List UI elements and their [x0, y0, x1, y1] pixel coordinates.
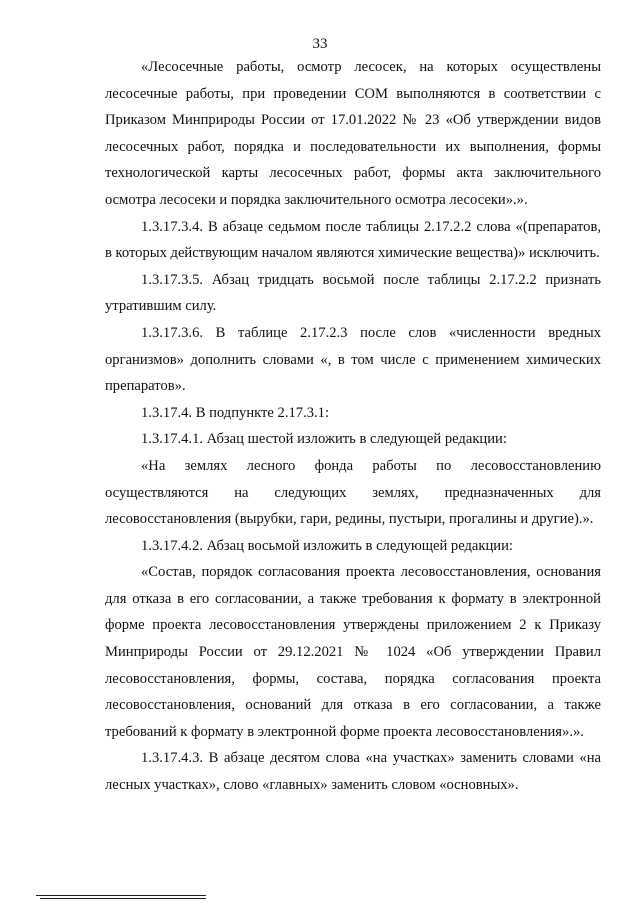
paragraph: «На землях лесного фонда работы по лесовосстановлению осуществляются на следующих землях, предназначенных для лесовосстановления (вырубки, гари, редины, пустыри, прогалины и другие).».	[105, 457, 601, 528]
paragraph: 1.3.17.4.1. Абзац шестой изложить в следующей редакции:	[141, 431, 507, 448]
page-number: 33	[312, 36, 328, 52]
footer-rule	[36, 895, 206, 896]
paragraph: 1.3.17.3.5. Абзац тридцать восьмой после таблицы 2.17.2.2 признать утратившим силу.	[105, 271, 601, 315]
paragraph: 1.3.17.4.2. Абзац восьмой изложить в следующей редакции:	[141, 537, 513, 554]
paragraph: 1.3.17.4.3. В абзаце десятом слова «на участках» заменить словами «на лесных участках», слово «главных» заменить словом «основных».	[105, 750, 601, 794]
paragraph: «Состав, порядок согласования проекта лесовосстановления, основания для отказа в его согласовании, а также требования к формату в электронной форме проекта лесовосстановления утверждены приложением 2 к Приказу Минприроды России от 29.12.2021 № 1024 «Об утверждении Правил лесовосстановления, формы, состава, порядка согласования проекта лесовосстановления, оснований для отказа в его согласовании, а также требований к формату в электронной форме проекта лесовосстановления».».	[105, 564, 601, 740]
paragraph: 1.3.17.3.6. В таблице 2.17.2.3 после слов «численности вредных организмов» дополнить словами «, в том числе с применением химических препаратов».	[105, 324, 601, 395]
document-body	[105, 54, 601, 799]
paragraph: 1.3.17.3.4. В абзаце седьмом после таблицы 2.17.2.2 слова «(препаратов, в которых действующим началом являются химические вещества)» исключить.	[105, 218, 601, 262]
footer-rule	[40, 898, 206, 899]
paragraph: «Лесосечные работы, осмотр лесосек, на которых осуществлены лесосечные работы, при проведении СОМ выполняются в соответствии с Приказом Минприроды России от 17.01.2022 № 23 «Об утверждении видов лесосечных работ, порядка и последовательности их выполнения, формы технологической карты лесосечных работ, формы акта заключительного осмотра лесосеки и порядка заключительного осмотра лесосеки».».	[105, 59, 601, 208]
paragraph: 1.3.17.4. В подпункте 2.17.3.1:	[141, 404, 330, 421]
